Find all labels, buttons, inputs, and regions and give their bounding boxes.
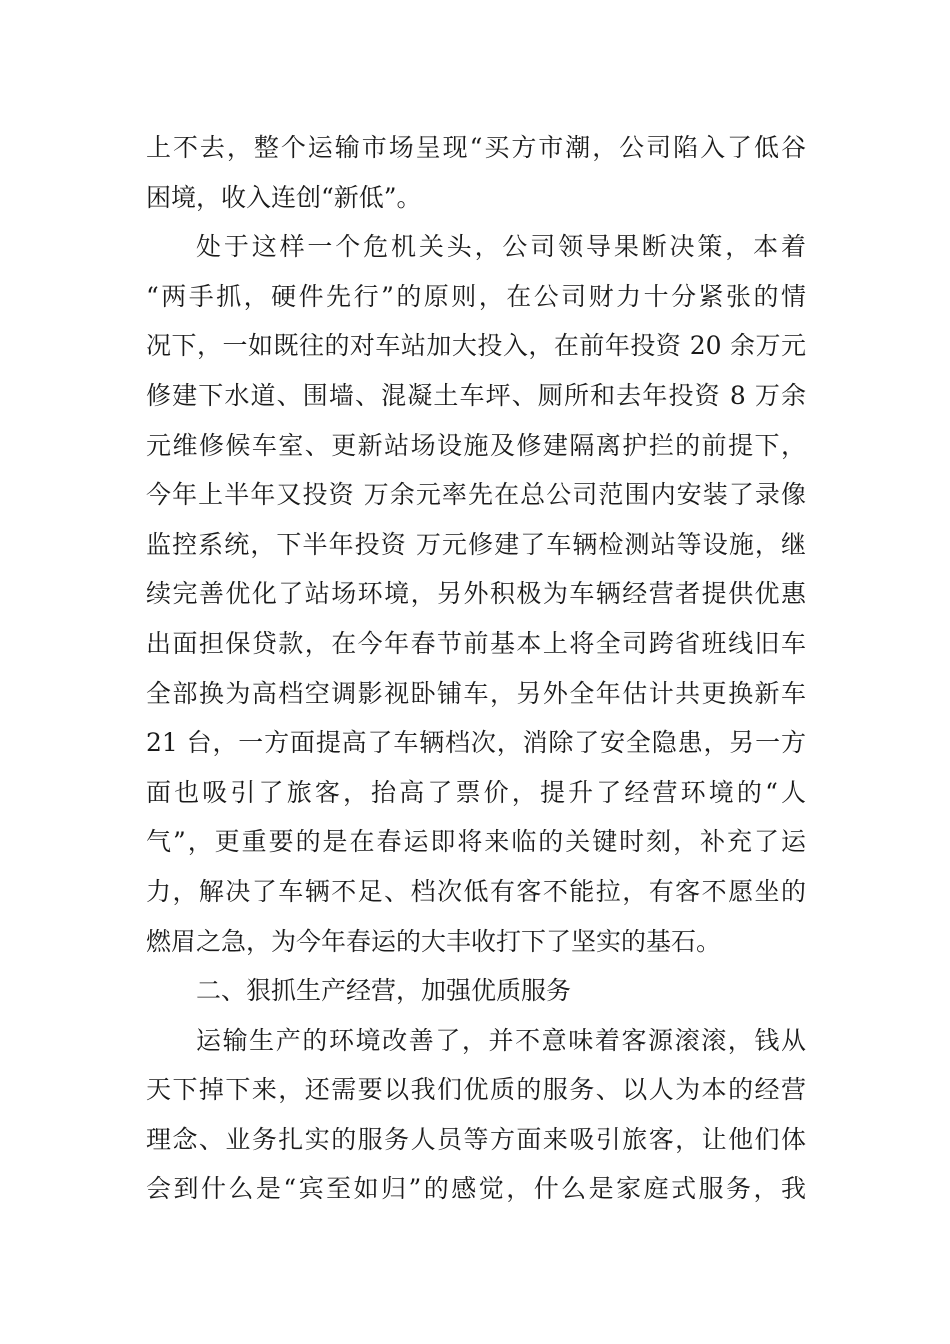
text-line: 21 台，一方面提高了车辆档次，消除了安全隐患，另一方 — [146, 728, 806, 758]
text-line: 理念、业务扎实的服务人员等方面来吸引旅客，让他们体 — [146, 1124, 806, 1154]
section-heading: 二、狠抓生产经营，加强优质服务 — [196, 976, 572, 1006]
text-line: 面也吸引了旅客，抬高了票价，提升了经营环境的“人 — [146, 777, 806, 807]
document-body — [146, 123, 806, 1214]
text-line: 元维修候车室、更新站场设施及修建隔离护拦的前提下， — [146, 430, 806, 460]
text-line: 困境，收入连创“新低”。 — [146, 182, 422, 212]
text-line: 力，解决了车辆不足、档次低有客不能拉，有客不愿坐的 — [146, 876, 806, 906]
paragraph-start-line: 运输生产的环境改善了，并不意味着客源滚滚，钱从 — [196, 1025, 806, 1055]
text-line: 上不去，整个运输市场呈现“买方市潮，公司陷入了低谷 — [146, 133, 806, 162]
text-line: “两手抓，硬件先行”的原则，在公司财力十分紧张的情 — [146, 281, 806, 311]
text-line: 天下掉下来，还需要以我们优质的服务、以人为本的经营 — [146, 1075, 806, 1105]
text-line: 燃眉之急，为今年春运的大丰收打下了坚实的基石。 — [146, 926, 722, 956]
text-line: 全部换为高档空调影视卧铺车，另外全年估计共更换新车 — [146, 678, 806, 708]
text-line: 气”，更重要的是在春运即将来临的关键时刻，补充了运 — [146, 827, 806, 857]
text-line: 况下，一如既往的对车站加大投入，在前年投资 20 余万元 — [146, 331, 806, 361]
text-line: 出面担保贷款，在今年春节前基本上将全司跨省班线旧车 — [146, 628, 806, 658]
text-line: 监控系统，下半年投资 万元修建了车辆检测站等设施，继 — [146, 529, 806, 559]
text-line: 修建下水道、围墙、混凝土车坪、厕所和去年投资 8 万余 — [146, 380, 806, 410]
text-line: 续完善优化了站场环境，另外积极为车辆经营者提供优惠 — [146, 579, 806, 609]
paragraph-start-line: 处于这样一个危机关头，公司领导果断决策，本着 — [196, 232, 806, 262]
text-line: 今年上半年又投资 万余元率先在总公司范围内安装了录像 — [146, 480, 806, 510]
text-line: 会到什么是“宾至如归”的感觉，什么是家庭式服务，我 — [146, 1174, 806, 1204]
